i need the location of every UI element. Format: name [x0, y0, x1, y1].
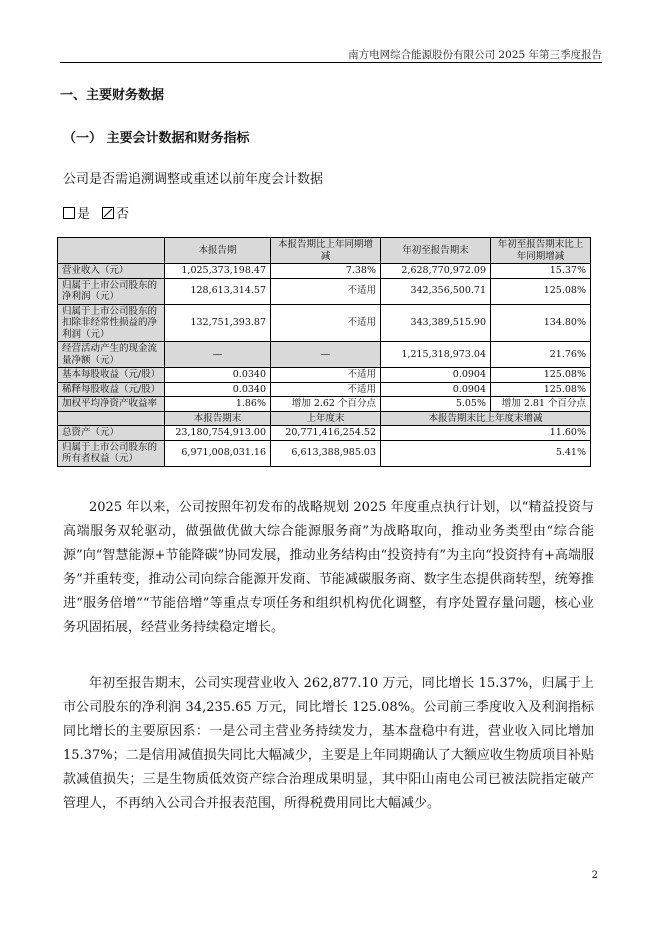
sub-header-blank [58, 411, 165, 426]
cell-ytd-change: 125.08% [491, 278, 591, 304]
table-row [58, 440, 591, 466]
sub-header-change: 本报告期末比上年度末增减 [381, 411, 591, 426]
cell-ytd-change: 125.08% [491, 368, 591, 383]
table-row [58, 426, 591, 441]
cell-ytd: 343,389,515.90 [381, 304, 491, 342]
cell-ytd-change: 134.80% [491, 304, 591, 342]
sub-header-prior-year-end: 上年度末 [271, 411, 381, 426]
cell-prior-year-end: 20,771,416,254.52 [271, 426, 381, 441]
table-row [58, 397, 591, 412]
checkbox-no-checked-icon [102, 207, 114, 219]
option-yes-label: 是 [77, 207, 91, 222]
option-no-label: 否 [116, 207, 130, 222]
cell-current: 128,613,314.57 [165, 278, 271, 304]
cell-prior-year-end: 6,613,388,985.03 [271, 440, 381, 466]
cell-current-change: 不适用 [271, 368, 381, 383]
header-divider [60, 62, 602, 63]
restatement-options [63, 203, 129, 222]
row-label: 归属于上市公司股东的净利润（元） [58, 278, 165, 304]
cell-ytd: 342,356,500.71 [381, 278, 491, 304]
cell-current: 0.0340 [165, 368, 271, 383]
restatement-question: 公司是否需追溯调整或重述以前年度会计数据 [63, 172, 324, 187]
paragraph-strategy: 2025 年以来，公司按照年初发布的战略规划 2025 年度重点执行计划，以“精益投资与高端服务双轮驱动，做强做优做大综合能源服务商”为战略取向，推动业务类型由“综合能源”向“智慧能源+节能降碳”协同发展，推动业务结构由“投资持有”为主向“投资持有+高端服务”并重转变，推动公司向综合能源开发商、节能减碳服务商、数字生态提供商转型，统筹推进“服务倍增”“节能倍增”等重点专项任务和组织机构优化调整，有序处置存量问题，核心业务巩固拓展，经营业务持续稳定增长。 [63, 500, 594, 635]
row-label: 基本每股收益（元/股） [58, 368, 165, 383]
table-row [58, 278, 591, 304]
cell-ytd: 0.0904 [381, 382, 491, 397]
cell-current-change: 增加 2.62 个百分点 [271, 397, 381, 412]
cell-current-change: 不适用 [271, 382, 381, 397]
cell-ytd: 1,215,318,973.04 [381, 342, 491, 368]
table-subheader-row [58, 411, 591, 426]
table-row [58, 304, 591, 342]
cell-change: 11.60% [381, 426, 591, 441]
section-heading: 一、主要财务数据 [60, 88, 165, 103]
cell-period-end: 6,971,008,031.16 [165, 440, 271, 466]
cell-ytd-change: 21.76% [491, 342, 591, 368]
row-label: 加权平均净资产收益率 [58, 397, 165, 412]
cell-ytd-change: 15.37% [491, 264, 591, 279]
cell-ytd: 5.05% [381, 397, 491, 412]
cell-current: — [165, 342, 271, 368]
row-label: 稀释每股收益（元/股） [58, 382, 165, 397]
row-label: 总资产（元） [58, 426, 165, 441]
cell-change: 5.41% [381, 440, 591, 466]
row-label: 归属于上市公司股东的扣除非经常性损益的净利润（元） [58, 304, 165, 342]
row-label: 营业收入（元） [58, 264, 165, 279]
report-header: 南方电网综合能源股份有限公司 2025 年第三季度报告 [348, 49, 602, 61]
cell-current: 132,751,393.87 [165, 304, 271, 342]
cell-ytd-change: 增加 2.81 个百分点 [491, 397, 591, 412]
table-row [58, 342, 591, 368]
cell-ytd: 2,628,770,972.09 [381, 264, 491, 279]
sub-header-period-end: 本报告期末 [165, 411, 271, 426]
cell-current-change: 不适用 [271, 278, 381, 304]
cell-ytd: 0.0904 [381, 368, 491, 383]
table-row [58, 368, 591, 383]
cell-current: 0.0340 [165, 382, 271, 397]
col-header-ytd-change: 年初至报告期末比上年同期增减 [491, 238, 591, 264]
row-label: 归属于上市公司股东的所有者权益（元） [58, 440, 165, 466]
cell-current-change: 7.38% [271, 264, 381, 279]
cell-current: 1.86% [165, 397, 271, 412]
financial-data-table [57, 237, 591, 467]
col-header-current-change: 本报告期比上年同期增减 [271, 238, 381, 264]
col-header-ytd: 年初至报告期末 [381, 238, 491, 264]
row-label: 经营活动产生的现金流量净额（元） [58, 342, 165, 368]
cell-current-change: — [271, 342, 381, 368]
cell-ytd-change: 125.08% [491, 382, 591, 397]
paragraph-results: 年初至报告期末，公司实现营业收入 262,877.10 万元，同比增长 15.37%，归属于上市公司股东的净利润 34,235.65 万元，同比增长 125.08%。公司前三季度收入及利润指标同比增长的主要原因系：一是公司主营业务持续发力，基本盘稳中有进，营业收入同比增加 15.37%；二是信用减值损失同比大幅减少，主要是上年同期确认了大额应收生物质项目补贴款减值损失；三是生物质低效资产综合治理成果明显，其中阳山南电公司已被法院指定破产管理人，不再纳入公司合并报表范围，所得税费用同比大幅减少。 [63, 676, 594, 811]
col-header-current: 本报告期 [165, 238, 271, 264]
col-header-blank [58, 238, 165, 264]
page-number: 2 [591, 870, 598, 881]
cell-current-change: 不适用 [271, 304, 381, 342]
section-subheading: （一） 主要会计数据和财务指标 [63, 131, 250, 146]
cell-period-end: 23,180,754,913.00 [165, 426, 271, 441]
checkbox-yes [63, 207, 75, 219]
table-row [58, 382, 591, 397]
cell-current: 1,025,373,198.47 [165, 264, 271, 279]
table-header-row [58, 238, 591, 264]
table-row [58, 264, 591, 279]
